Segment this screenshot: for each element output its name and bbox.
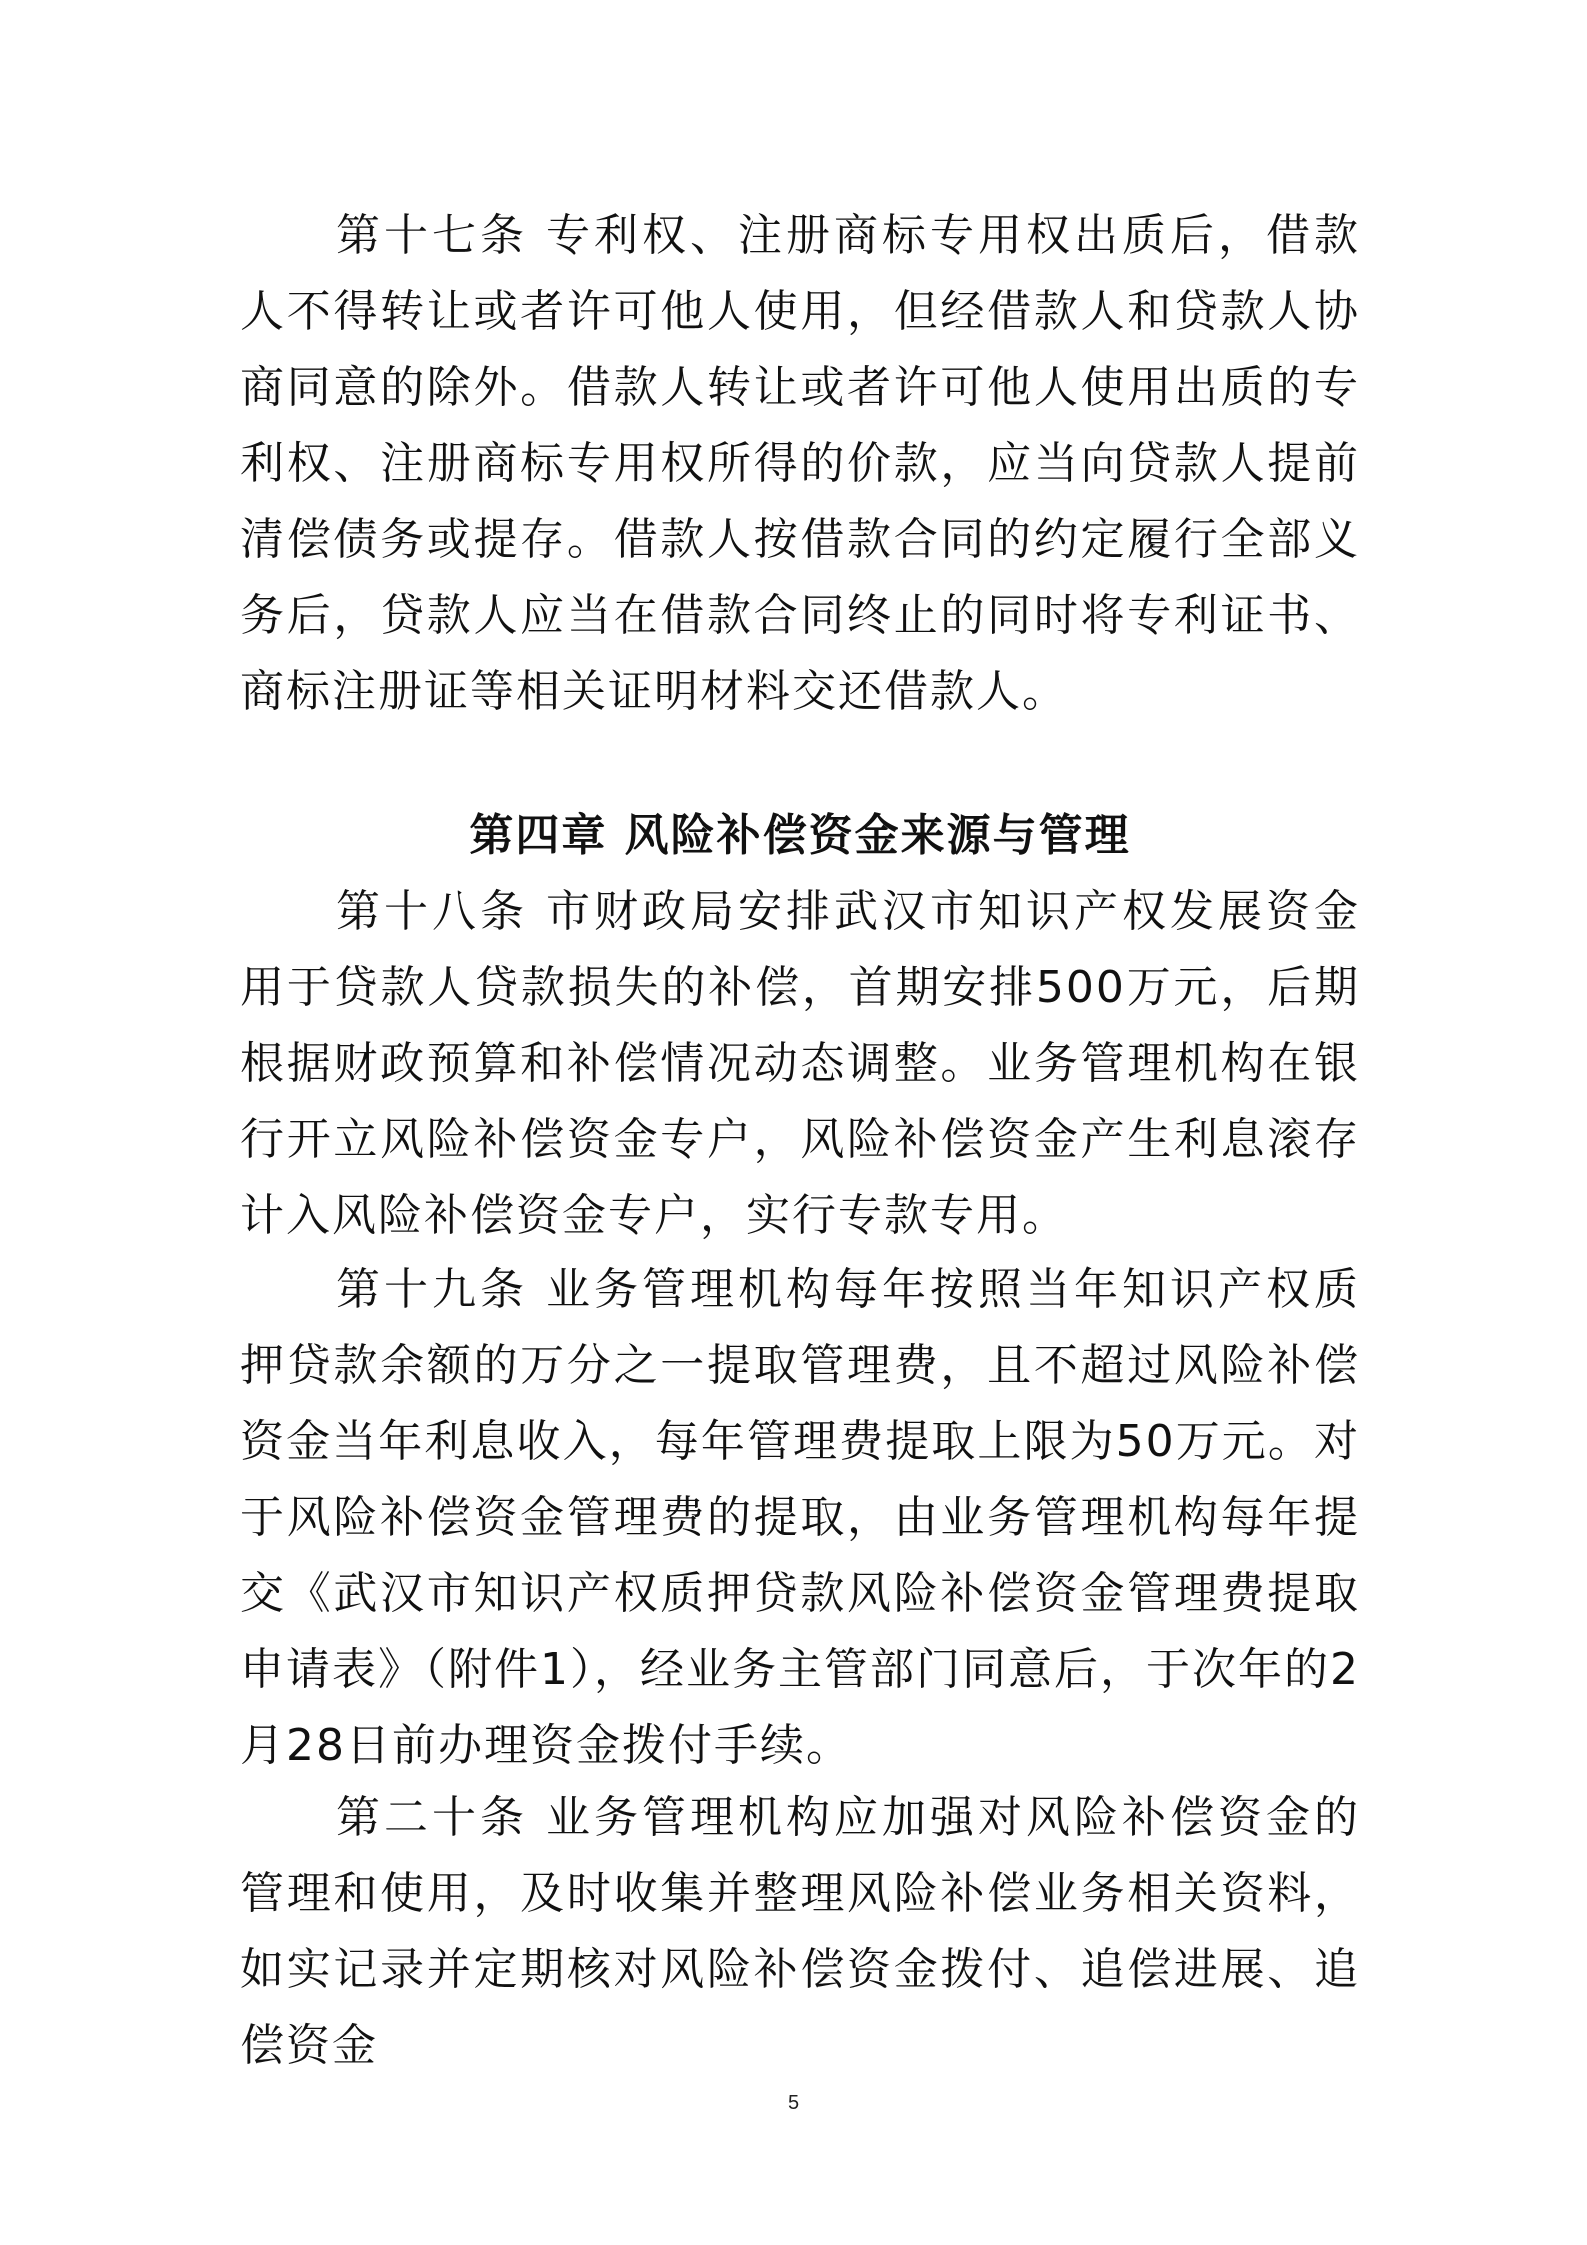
article-18-text: 第十八条 市财政局安排武汉市知识产权发展资金用于贷款人贷款损失的补偿，首期安排500万元，后期根据财政预算和补偿情况动态调整。业务管理机构在银行开立风险补偿资金专户，风险补偿资金产生利息滚存计入风险补偿资金专户，实行专款专用。 [240, 886, 1360, 1241]
article-20-text: 第二十条 业务管理机构应加强对风险补偿资金的管理和使用，及时收集并整理风险补偿业务相关资料，如实记录并定期核对风险补偿资金拨付、追偿进展、追偿资金 [240, 1792, 1360, 2071]
article-19 [240, 1252, 1360, 1784]
article-17-text: 第十七条 专利权、注册商标专用权出质后，借款人不得转让或者许可他人使用，但经借款人和贷款人协商同意的除外。借款人转让或者许可他人使用出质的专利权、注册商标专用权所得的价款，应当向贷款人提前清偿债务或提存。借款人按借款合同的约定履行全部义务后，贷款人应当在借款合同终止的同时将专利证书、商标注册证等相关证明材料交还借款人。 [240, 210, 1360, 717]
chapter-title: 第四章 风险补偿资金来源与管理 [469, 810, 1131, 861]
article-20 [240, 1780, 1360, 2084]
article-17 [240, 198, 1360, 730]
article-19-text: 第十九条 业务管理机构每年按照当年知识产权质押贷款余额的万分之一提取管理费，且不超过风险补偿资金当年利息收入，每年管理费提取上限为50万元。对于风险补偿资金管理费的提取，由业务管理机构每年提交《武汉市知识产权质押贷款风险补偿资金管理费提取申请表》（附件1），经业务主管部门同意后，于次年的2月28日前办理资金拨付手续。 [240, 1264, 1360, 1771]
article-18 [240, 874, 1360, 1254]
page-number: 5 [787, 2092, 800, 2114]
